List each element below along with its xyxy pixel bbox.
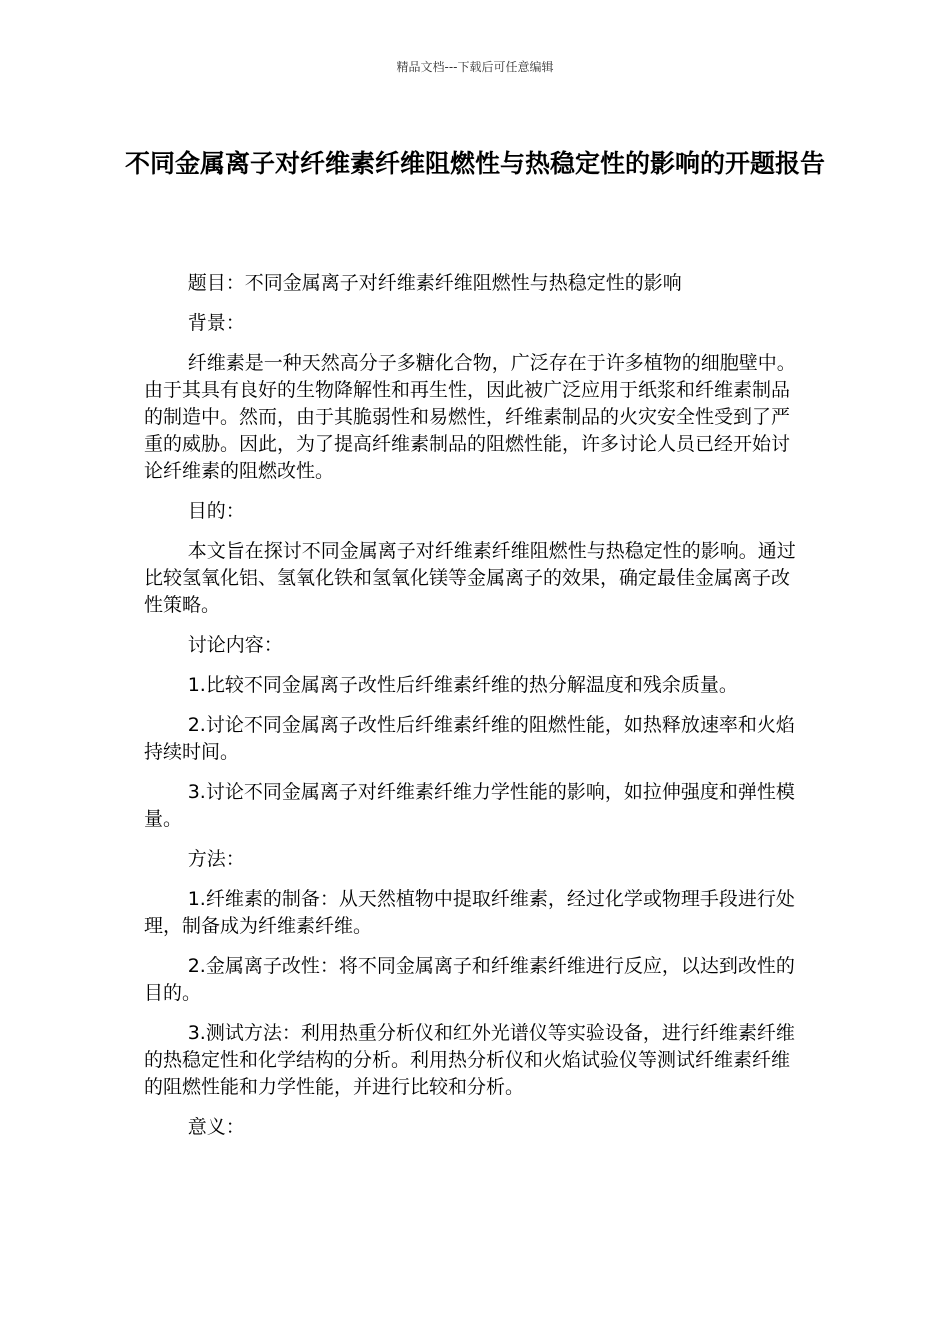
content-item-3: 3.讨论不同金属离子对纤维素纤维力学性能的影响，如拉伸强度和弹性模量。 (144, 781, 795, 830)
method-item-2: 2.金属离子改性：将不同金属离子和纤维素纤维进行反应，以达到改性的目的。 (144, 955, 795, 1004)
topic-paragraph: 题目：不同金属离子对纤维素纤维阻燃性与热稳定性的影响 (187, 272, 682, 294)
method-item-3: 3.测试方法：利用热重分析仪和红外光谱仪等实验设备，进行纤维素纤维的热稳定性和化学结构的分析。利用热分析仪和火焰试验仪等测试纤维素纤维的阻燃性能和力学性能，并进行比较和分析。 (144, 1022, 795, 1098)
background-paragraph: 纤维素是一种天然高分子多糖化合物，广泛存在于许多植物的细胞壁中。由于其具有良好的生物降解性和再生性，因此被广泛应用于纸浆和纤维素制品的制造中。然而，由于其脆弱性和易燃性，纤维素制品的火灾安全性受到了严重的威胁。因此，为了提高纤维素制品的阻燃性能，许多讨论人员已经开始讨论纤维素的阻燃改性。 (144, 352, 796, 482)
section-heading-significance: 意义： (187, 1116, 245, 1138)
section-heading-method: 方法： (187, 848, 245, 870)
purpose-paragraph: 本文旨在探讨不同金属离子对纤维素纤维阻燃性与热稳定性的影响。通过比较氢氧化铝、氢氧化铁和氢氧化镁等金属离子的效果，确定最佳金属离子改性策略。 (144, 540, 796, 616)
method-item-1: 1.纤维素的制备：从天然植物中提取纤维素，经过化学或物理手段进行处理，制备成为纤维素纤维。 (144, 888, 795, 937)
section-heading-background: 背景： (187, 312, 245, 334)
page-header: 精品文档---下载后可任意编辑 (396, 60, 554, 74)
content-item-2: 2.讨论不同金属离子改性后纤维素纤维的阻燃性能，如热释放速率和火焰持续时间。 (144, 714, 795, 763)
content-item-1: 1.比较不同金属离子改性后纤维素纤维的热分解温度和残余质量。 (187, 674, 738, 696)
section-heading-purpose: 目的： (187, 500, 245, 522)
section-heading-content: 讨论内容： (187, 634, 283, 656)
document-body (144, 270, 804, 1154)
document-title: 不同金属离子对纤维素纤维阻燃性与热稳定性的影响的开题报告 (124, 149, 825, 178)
